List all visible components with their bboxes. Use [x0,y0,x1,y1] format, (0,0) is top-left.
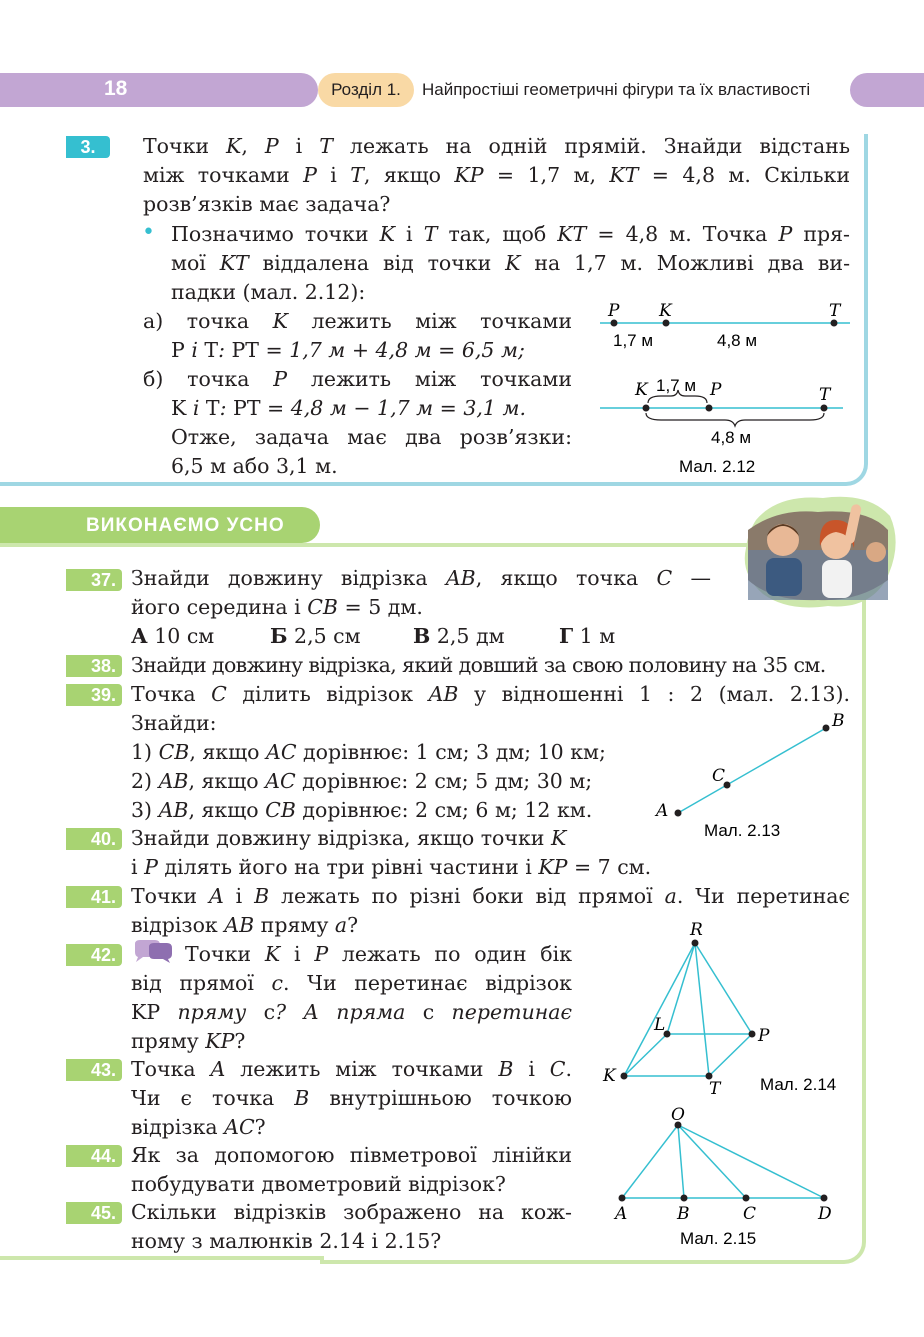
example-task-line: між точками P і T, якщо KP = 1,7 м, KT = 4,8 м. Скільки [143,163,850,187]
label-C: C [712,766,726,786]
example-task-line: розв’язків має задача? [143,192,391,216]
bullet-icon: • [142,220,155,245]
point-K [621,1073,628,1080]
label-A: A [615,1204,628,1224]
segment-KL [624,1034,667,1076]
exercise-line: і P ділять його на три рівні частини і KP = 7 см. [131,855,652,879]
case-b-line: K і T: PT = 4,8 м − 1,7 м = 3,1 м. [171,396,527,420]
figure-caption: Мал. 2.15 [680,1229,757,1248]
exercise-number: 40. [66,828,122,850]
point-C [743,1195,750,1202]
exercise-line: 3) AB, якщо CB дорівнює: 2 см; 6 м; 12 км. [131,798,593,822]
length-label: 1,7 м [613,331,654,350]
point-B [681,1195,688,1202]
header-band-left [0,73,318,107]
point-P [706,405,713,412]
label-O: O [671,1105,685,1125]
exercise-line: від прямої c. Чи перетинає відрізок [131,971,572,995]
exercise-number: 43. [66,1059,122,1081]
exercise-line: Знайди довжину відрізка, якщо точки K [131,826,567,850]
exercise-number: 38. [66,655,122,677]
solution-line: мої KT віддалена від точки K на 1,7 м. Можливі два ви- [171,251,850,275]
label-R: R [690,920,703,940]
figure-caption: Мал. 2.14 [760,1075,837,1094]
label-K: K [635,380,648,400]
point-R [692,940,699,947]
section-title: ВИКОНАЄМО УСНО [86,515,285,536]
exercise-line: Як за допомогою півметрової лінійки [131,1143,572,1167]
exercise-line: відрізка AC? [131,1115,266,1139]
label-P: P [758,1026,770,1046]
exercise-number: 39. [66,684,122,706]
segment-TP [709,1034,752,1076]
exercise-line: Чи є точка B внутрішньою точкою [131,1086,572,1110]
segment-OB [678,1125,684,1198]
label-P: P [608,301,620,321]
exercise-line: побудувати двометровий відрізок? [131,1172,506,1196]
exercise-line: його середина і CB = 5 дм. [131,595,423,619]
label-A: A [656,801,669,821]
solution-line: падки (мал. 2.12): [171,280,366,304]
label-T: T [819,385,831,405]
answer-option: Б 2,5 см [270,624,361,648]
figure-caption: Мал. 2.12 [679,457,756,476]
students-photo [738,490,898,614]
point-A [675,810,682,817]
point-A [619,1195,626,1202]
case-b-line: б) точка P лежить між точками [143,367,572,391]
brace-bottom [646,413,824,426]
label-B: B [677,1204,690,1224]
exercise-line: Точки K і P лежать по один бік [185,942,573,966]
exercise-line: Точки A і B лежать по різні боки від прямої a. Чи перетинає [131,884,851,908]
exercise-box-bottom [0,1256,324,1260]
label-B: B [832,711,845,731]
case-a-line: P і T: PT = 1,7 м + 4,8 м = 6,5 м; [171,338,525,362]
speech-bubbles-icon [131,940,175,964]
exercise-number: 44. [66,1145,122,1167]
solution-line: Позначимо точки K і T так, щоб KT = 4,8 м. Точка P пря- [171,222,850,246]
chapter-label: Розділ 1. [331,80,401,99]
exercise-number: 42. [66,944,122,966]
figure-2-15 [598,1100,848,1250]
point-P [749,1031,756,1038]
exercise-line: ному з малюнків 2.14 і 2.15? [131,1229,442,1253]
answer-option: В 2,5 дм [413,624,505,648]
example-number: 3. [66,136,110,158]
case-a-line: а) точка K лежить між точками [143,309,572,333]
exercise-box-top [0,543,322,547]
exercise-line: 1) CB, якщо AC дорівнює: 1 см; 3 дм; 10 км; [131,740,606,764]
exercise-number: 37. [66,569,122,591]
segment-OC [678,1125,746,1198]
answer-option: А 10 см [131,624,215,648]
example-task-line: Точки K, P і T лежать на одній прямій. Знайди відстань [143,134,850,158]
conclusion-line: 6,5 м або 3,1 м. [171,454,338,478]
exercise-line: Точка C ділить відрізок AB у відношенні 1 : 2 (мал. 2.13). [131,682,850,706]
exercise-number: 45. [66,1202,122,1224]
length-label: 4,8 м [717,331,758,350]
figure-2-12 [595,292,855,482]
exercise-line: Знайди: [131,711,217,735]
page-number: 18 [104,77,128,100]
exercise-line: KP пряму c? А пряма c перетинає [131,1000,572,1024]
label-T: T [829,301,841,321]
label-L: L [654,1015,666,1035]
point-T [821,405,828,412]
label-T: T [709,1079,721,1098]
figure-2-14 [598,918,856,1098]
exercise-line: Точка A лежить між точками B і C. [131,1057,573,1081]
point-K [643,405,650,412]
length-label: 4,8 м [711,428,752,447]
answer-option: Г 1 м [559,624,616,648]
label-D: D [818,1204,832,1224]
exercise-line: Знайди довжину відрізка, який довший за свою половину на 35 см. [131,653,826,677]
exercise-line: Знайди довжину відрізка AB, якщо точка C — [131,566,711,590]
point-D [821,1195,828,1202]
exercise-line: Скільки відрізків зображено на кож- [131,1200,572,1224]
figure-2-13 [650,708,855,843]
exercise-number: 41. [66,886,122,908]
chapter-title: Найпростіші геометричні фігури та їх властивості [422,80,811,99]
exercise-line: пряму KP? [131,1029,246,1053]
label-C: C [743,1204,757,1224]
point-B [823,725,830,732]
label-K: K [659,301,672,321]
segment-RK [624,943,695,1076]
segment-OD [678,1125,824,1198]
figure-caption: Мал. 2.13 [704,821,781,840]
conclusion-line: Отже, задача має два розв’язки: [171,425,572,449]
label-K: K [603,1066,616,1086]
exercise-line: відрізок AB пряму a? [131,913,359,937]
segment-AB [678,728,826,813]
label-P: P [710,380,722,400]
header-band-right [850,73,924,107]
length-label: 1,7 м [656,376,697,395]
segment-OA [622,1125,678,1198]
exercise-line: 2) AB, якщо AC дорівнює: 2 см; 5 дм; 30 м; [131,769,593,793]
